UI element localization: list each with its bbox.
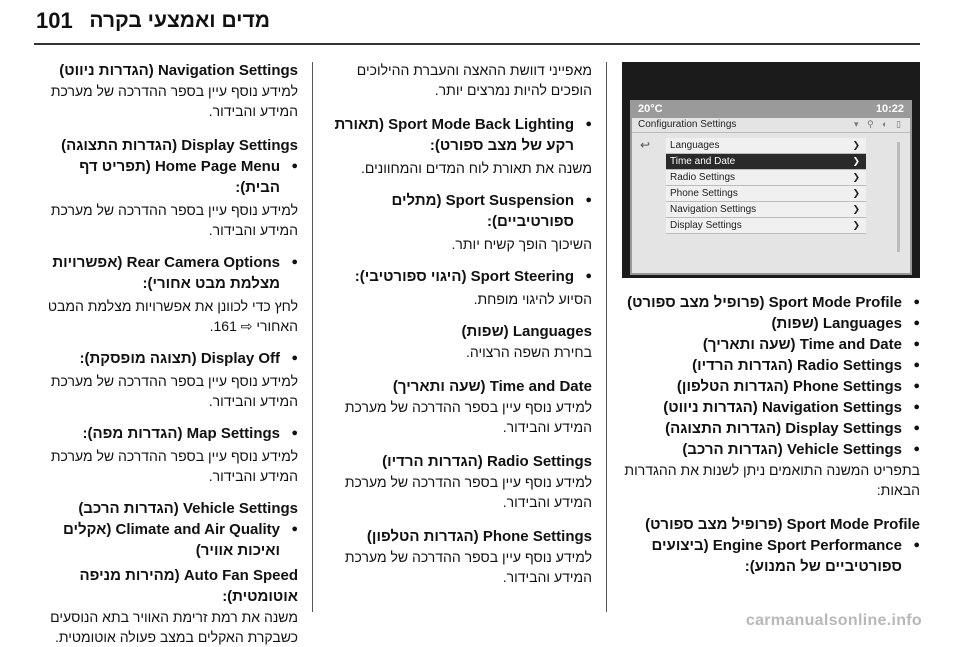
list-item-body: משנה את תאורת לוח המדים והמחוונים. <box>361 160 592 176</box>
list-item: ● Rear Camera Options (אפשרויות מצלמת מבט אחורי): <box>34 252 298 294</box>
screen-illustration <box>622 62 920 278</box>
list-item: ● Sport Suspension (מתלים ספורטיביים): <box>322 190 592 232</box>
left-column <box>34 60 298 647</box>
screen-temperature: 20°C <box>638 103 663 115</box>
display-screen <box>630 100 912 275</box>
screen-status-bar <box>632 102 910 118</box>
section-heading: Navigation Settings (הגדרות ניווט) <box>59 62 298 79</box>
screen-menu-item-selected[interactable]: Time and Date ❯ <box>666 154 866 170</box>
column-divider-right <box>606 62 607 612</box>
list-item: ● Vehicle Settings (הגדרות הרכב) <box>622 439 920 460</box>
chevron-right-icon: ❯ <box>852 140 860 150</box>
page-header <box>0 0 960 50</box>
list-item-body: לחץ כדי לכוונן את אפשרויות מצלמת המבט האחורי ⇨ 161. <box>47 298 298 334</box>
list-item: ● Radio Settings (הגדרות הרדיו) <box>622 355 920 376</box>
list-item: ● Time and Date (שעה ותאריך) <box>622 334 920 355</box>
list-item: ● Phone Settings (הגדרות הטלפון) <box>622 376 920 397</box>
chevron-right-icon: ❯ <box>852 220 860 230</box>
intro-text: בתפריט המשנה התואמים ניתן לשנות את ההגדרות הבאות: <box>624 462 920 498</box>
screen-title-text: Configuration Settings <box>638 119 737 130</box>
screen-menu-list <box>666 138 866 234</box>
list-item: ● Climate and Air Quality (אקלים ואיכות אוויר) <box>34 519 298 561</box>
screen-time: 10:22 <box>875 103 904 115</box>
header-title: מדים ואמצעי בקרה <box>89 9 270 32</box>
page-number: 101 <box>36 8 73 33</box>
sub-heading: Auto Fan Speed (מהירות מניפה אוטומטית): <box>79 567 298 605</box>
list-item: ● Navigation Settings (הגדרות ניווט) <box>622 397 920 418</box>
right-column <box>622 292 920 577</box>
screen-menu-item[interactable]: Navigation Settings ❯ <box>666 202 866 218</box>
screen-menu-item[interactable]: Radio Settings ❯ <box>666 170 866 186</box>
watermark: carmanualsonline.info <box>745 612 922 629</box>
paragraph: משנה את רמת זרימת האוויר בתא הנוסעים כשבקרת האקלים במצב פעולה אוטומטית. <box>50 609 298 645</box>
paragraph: למידע נוסף עיין בספר ההדרכה של מערכת המידע והבידור. <box>344 399 592 435</box>
list-item: ● Display Off (תצוגה מופסקת): <box>34 348 298 369</box>
chevron-right-icon: ❯ <box>852 204 860 214</box>
section-heading: Radio Settings (הגדרות הרדיו) <box>382 453 592 470</box>
list-item: ● Map Settings (הגדרות מפה): <box>34 423 298 444</box>
paragraph: בחירת השפה הרצויה. <box>466 344 592 360</box>
paragraph: למידע נוסף עיין בספר ההדרכה של מערכת המידע והבידור. <box>344 549 592 585</box>
section-heading: Languages (שפות) <box>461 323 592 340</box>
list-item-body: למידע נוסף עיין בספר ההדרכה של מערכת המידע והבידור. <box>50 202 298 238</box>
middle-column <box>322 60 592 601</box>
back-arrow-icon[interactable]: ↩ <box>640 138 651 152</box>
list-item: ● Sport Steering (היגוי ספורטיבי): <box>322 266 592 287</box>
paragraph: מאפייני דוושת ההאצה והעברת ההילוכים הופכים להיות נמרצים יותר. <box>356 62 592 98</box>
list-item: ● Languages (שפות) <box>622 313 920 334</box>
chevron-right-icon: ❯ <box>852 188 860 198</box>
list-item: ● Sport Mode Back Lighting (תאורת רקע של מצב ספורט): <box>322 114 592 156</box>
list-item: ● Sport Mode Profile (פרופיל מצב ספורט) <box>622 292 920 313</box>
list-item-body: הסיוע להיגוי מופחת. <box>473 291 592 307</box>
section-heading: Vehicle Settings (הגדרות הרכב) <box>78 500 298 517</box>
list-item-body: למידע נוסף עיין בספר ההדרכה של מערכת המידע והבידור. <box>50 373 298 409</box>
chevron-right-icon: ❯ <box>852 172 860 182</box>
section-heading: Phone Settings (הגדרות הטלפון) <box>366 528 592 545</box>
section-heading: Sport Mode Profile (פרופיל מצב ספורט) <box>645 516 920 533</box>
screen-menu-item[interactable]: Languages ❯ <box>666 138 866 154</box>
list-item-body: השיכוך הופך קשיח יותר. <box>451 236 592 252</box>
chevron-right-icon: ❯ <box>852 156 860 166</box>
list-item: ● Engine Sport Performance (ביצועים ספורטיביים של המנוע): <box>622 535 920 577</box>
column-divider-left <box>312 62 313 612</box>
screen-title <box>632 118 910 133</box>
screen-scrollbar[interactable] <box>897 142 900 252</box>
paragraph: למידע נוסף עיין בספר ההדרכה של מערכת המידע והבידור. <box>50 83 298 119</box>
list-item: ● Display Settings (הגדרות התצוגה) <box>622 418 920 439</box>
screen-menu-item[interactable]: Display Settings ❯ <box>666 218 866 234</box>
paragraph: למידע נוסף עיין בספר ההדרכה של מערכת המידע והבידור. <box>344 474 592 510</box>
list-item: ● Home Page Menu (תפריט דף הבית): <box>34 156 298 198</box>
screen-menu-item[interactable]: Phone Settings ❯ <box>666 186 866 202</box>
list-item-body: למידע נוסף עיין בספר ההדרכה של מערכת המידע והבידור. <box>50 448 298 484</box>
screen-status-icons: ▾ ⚲ ◐ ▯ <box>854 119 904 129</box>
section-heading: Display Settings (הגדרות התצוגה) <box>61 137 298 154</box>
header-rule <box>34 43 920 45</box>
section-heading: Time and Date (שעה ותאריך) <box>392 378 592 395</box>
